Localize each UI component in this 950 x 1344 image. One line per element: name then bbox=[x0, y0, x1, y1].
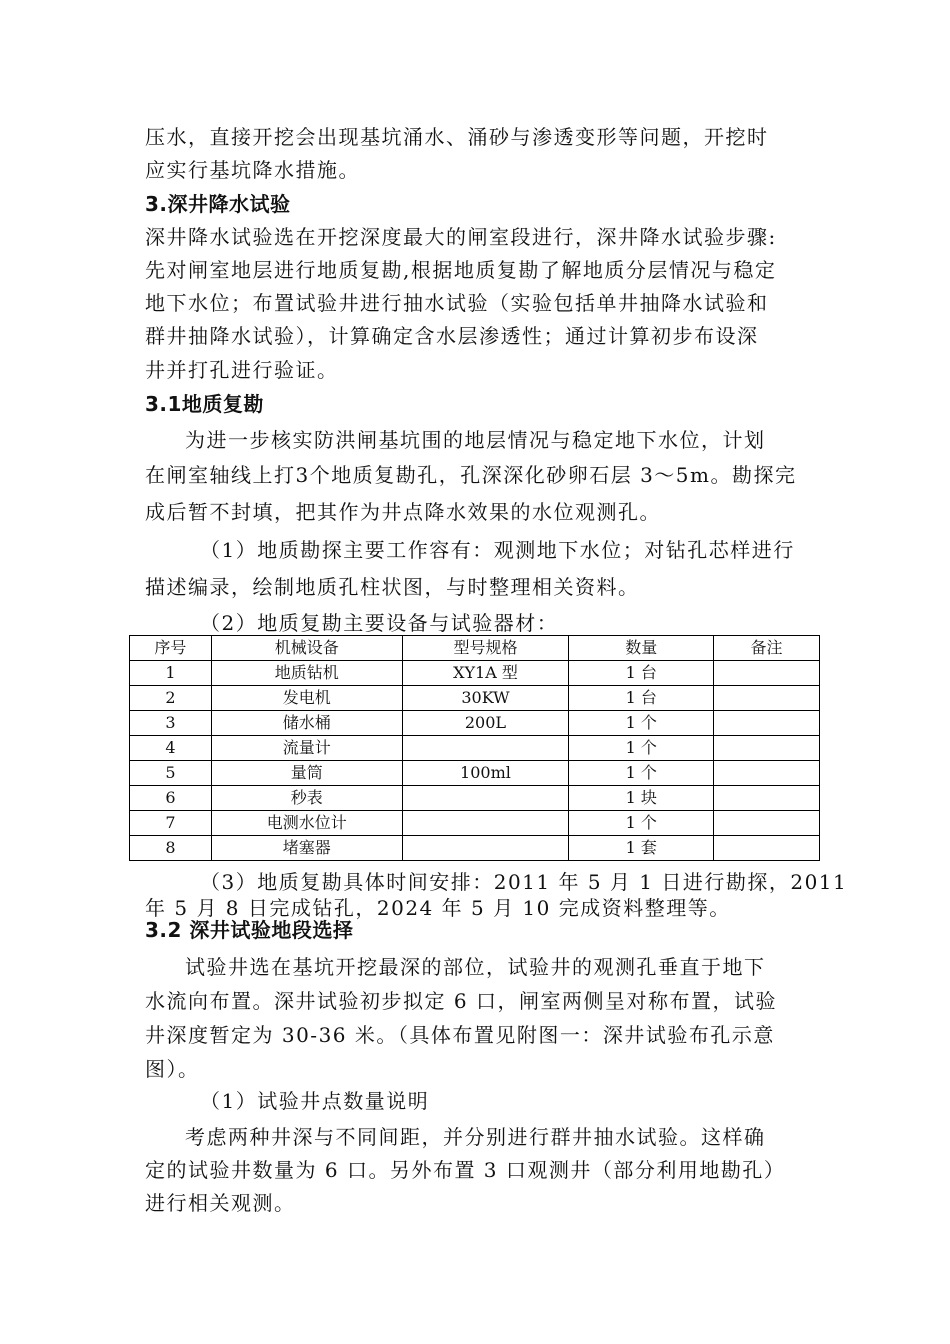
table-header-row bbox=[130, 636, 820, 661]
cell-quantity: 1 个 bbox=[569, 736, 714, 761]
cell-remarks bbox=[714, 661, 820, 686]
section3-line-5: 井并打孔进行验证。 bbox=[145, 358, 339, 382]
cell-quantity: 1 台 bbox=[569, 686, 714, 711]
section31-line-1: 为进一步核实防洪闸基坑围的地层情况与稳定地下水位，计划 bbox=[185, 428, 766, 452]
cell-index: 2 bbox=[130, 686, 212, 711]
cell-quantity: 1 块 bbox=[569, 786, 714, 811]
cell-index: 6 bbox=[130, 786, 212, 811]
section3-line-4: 群井抽降水试验），计算确定含水层渗透性；通过计算初步布设深 bbox=[145, 324, 759, 348]
cell-equipment: 地质钻机 bbox=[211, 661, 402, 686]
section31-line-2: 在闸室轴线上打3个地质复勘孔，孔深深化砂卵石层 3～5m。勘探完 bbox=[145, 463, 797, 487]
section31-heading: 3.1地质复勘 bbox=[145, 392, 264, 416]
header-equipment: 机械设备 bbox=[211, 636, 402, 661]
table-row bbox=[130, 661, 820, 686]
cell-quantity: 1 个 bbox=[569, 711, 714, 736]
section3-line-3: 地下水位；布置试验井进行抽水试验（实验包括单井抽降水试验和 bbox=[145, 291, 769, 315]
table-row bbox=[130, 836, 820, 861]
section32-line-2: 水流向布置。深井试验初步拟定 6 口，闸室两侧呈对称布置，试验 bbox=[145, 989, 777, 1013]
cell-remarks bbox=[714, 786, 820, 811]
table-row bbox=[130, 811, 820, 836]
table-row bbox=[130, 761, 820, 786]
table-row bbox=[130, 686, 820, 711]
section3-line-2: 先对闸室地层进行地质复勘,根据地质复勘了解地质分层情况与稳定 bbox=[145, 258, 777, 282]
section31-item1-line-2: 描述编录，绘制地质孔柱状图，与时整理相关资料。 bbox=[145, 575, 640, 599]
cell-quantity: 1 个 bbox=[569, 811, 714, 836]
cell-model: 200L bbox=[402, 711, 569, 736]
section32-line-4: 图）。 bbox=[145, 1057, 200, 1081]
cell-equipment: 电测水位计 bbox=[211, 811, 402, 836]
cell-remarks bbox=[714, 686, 820, 711]
cell-equipment: 量筒 bbox=[211, 761, 402, 786]
section3-line-1: 深井降水试验选在开挖深度最大的闸室段进行，深井降水试验步骤: bbox=[145, 225, 777, 249]
section32-item1: （1）试验井点数量说明 bbox=[200, 1089, 430, 1113]
equipment-table bbox=[129, 635, 820, 861]
section32-line-3: 井深度暂定为 30-36 米。（具体布置见附图一：深井试验布孔示意 bbox=[145, 1023, 775, 1047]
cell-remarks bbox=[714, 761, 820, 786]
section32-heading: 3.2 深井试验地段选择 bbox=[145, 918, 354, 942]
cell-model bbox=[402, 736, 569, 761]
section31-item1-line-1: （1）地质勘探主要工作容有：观测地下水位；对钻孔芯样进行 bbox=[200, 538, 795, 562]
section31-item3-line-1: （3）地质复勘具体时间安排：2011 年 5 月 1 日进行勘探，2011 bbox=[200, 870, 848, 894]
cell-model bbox=[402, 836, 569, 861]
cell-quantity: 1 套 bbox=[569, 836, 714, 861]
table-row bbox=[130, 736, 820, 761]
header-remarks: 备注 bbox=[714, 636, 820, 661]
section31-item2: （2）地质复勘主要设备与试验器材： bbox=[200, 611, 559, 635]
cell-remarks bbox=[714, 836, 820, 861]
table-row bbox=[130, 786, 820, 811]
cell-model: 30KW bbox=[402, 686, 569, 711]
cell-equipment: 储水桶 bbox=[211, 711, 402, 736]
section3-heading: 3.深井降水试验 bbox=[145, 192, 291, 216]
cell-equipment: 发电机 bbox=[211, 686, 402, 711]
cell-quantity: 1 个 bbox=[569, 761, 714, 786]
cell-equipment: 堵塞器 bbox=[211, 836, 402, 861]
header-index: 序号 bbox=[130, 636, 212, 661]
cell-index: 8 bbox=[130, 836, 212, 861]
cell-model bbox=[402, 811, 569, 836]
cell-index: 3 bbox=[130, 711, 212, 736]
cell-model: XY1A 型 bbox=[402, 661, 569, 686]
section32-item1-line-3: 进行相关观测。 bbox=[145, 1191, 296, 1215]
para1-line-1: 压水，直接开挖会出现基坑涌水、涌砂与渗透变形等问题，开挖时 bbox=[145, 125, 769, 149]
cell-equipment: 秒表 bbox=[211, 786, 402, 811]
cell-remarks bbox=[714, 811, 820, 836]
section31-line-3: 成后暂不封填，把其作为井点降水效果的水位观测孔。 bbox=[145, 500, 661, 524]
section32-line-1: 试验井选在基坑开挖最深的部位，试验井的观测孔垂直于地下 bbox=[185, 955, 766, 979]
cell-remarks bbox=[714, 736, 820, 761]
section31-item3-line-2: 年 5 月 8 日完成钻孔，2024 年 5 月 10 完成资料整理等。 bbox=[145, 896, 731, 920]
table-row bbox=[130, 711, 820, 736]
header-quantity: 数量 bbox=[569, 636, 714, 661]
cell-quantity: 1 台 bbox=[569, 661, 714, 686]
cell-model bbox=[402, 786, 569, 811]
cell-remarks bbox=[714, 711, 820, 736]
cell-index: 4 bbox=[130, 736, 212, 761]
section32-item1-line-2: 定的试验井数量为 6 口。另外布置 3 口观测井（部分利用地勘孔） bbox=[145, 1158, 786, 1182]
header-model: 型号规格 bbox=[402, 636, 569, 661]
cell-index: 7 bbox=[130, 811, 212, 836]
cell-model: 100ml bbox=[402, 761, 569, 786]
cell-equipment: 流量计 bbox=[211, 736, 402, 761]
cell-index: 1 bbox=[130, 661, 212, 686]
section32-item1-line-1: 考虑两种井深与不同间距，并分别进行群井抽水试验。这样确 bbox=[185, 1125, 766, 1149]
cell-index: 5 bbox=[130, 761, 212, 786]
para1-line-2: 应实行基坑降水措施。 bbox=[145, 158, 360, 182]
